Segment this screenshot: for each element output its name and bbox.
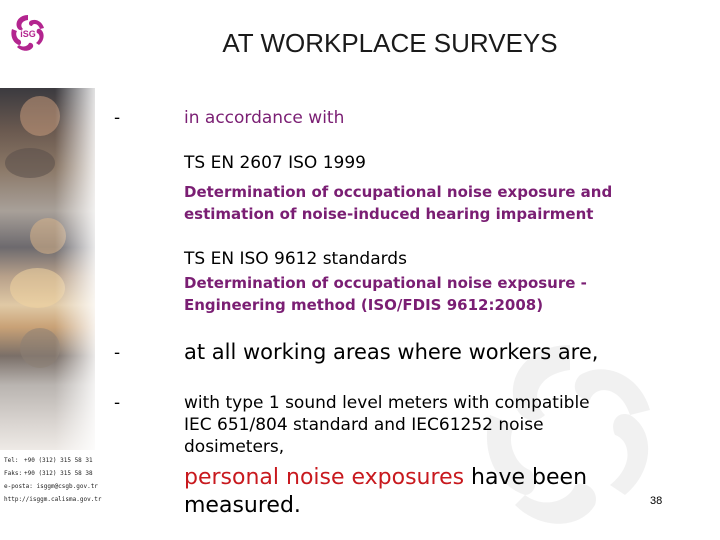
slide-title: AT WORKPLACE SURVEYS (222, 28, 558, 58)
bullet-sound-meters: with type 1 sound level meters with compatible IEC 651/804 standard and IEC61252 noise dosimeters, (184, 393, 590, 457)
contact-info (4, 454, 102, 506)
bullet-dash-2: - (114, 343, 121, 363)
final-statement-highlight: personal noise exposures (184, 465, 465, 490)
bullet-in-accordance: in accordance with (184, 108, 345, 128)
standard-2-title: TS EN ISO 9612 standards (184, 249, 407, 269)
fax-value: +90 (312) 315 58 38 (24, 470, 93, 477)
page-number: 38 (650, 495, 663, 507)
isg-logo-icon (8, 12, 48, 64)
standard-1-title: TS EN 2607 ISO 1999 (184, 153, 366, 173)
final-statement (184, 464, 644, 520)
bullet-dash-3: - (114, 393, 121, 413)
website-link[interactable]: http://isggm.calisma.gov.tr (4, 496, 102, 503)
final-statement-rest: have been measured. (184, 465, 588, 518)
email-text: e-posta: isggm@csgb.gov.tr (4, 483, 98, 490)
fax-label: Faks: (4, 470, 23, 477)
tel-label: Tel: (4, 457, 19, 464)
tel-value: +90 (312) 315 58 31 (24, 457, 93, 464)
standard-2-description: Determination of occupational noise exposure - Engineering method (ISO/FDIS 9612:2008) (184, 274, 587, 314)
left-sidebar (0, 0, 102, 540)
bullet-working-areas: at all working areas where workers are, (184, 340, 599, 364)
logo-text: iSG (20, 29, 36, 39)
worker-photo-collage (0, 88, 95, 450)
standard-1-description: Determination of occupational noise exposure and estimation of noise-induced hearing impairment (184, 183, 613, 223)
bullet-dash-1: - (114, 108, 121, 128)
